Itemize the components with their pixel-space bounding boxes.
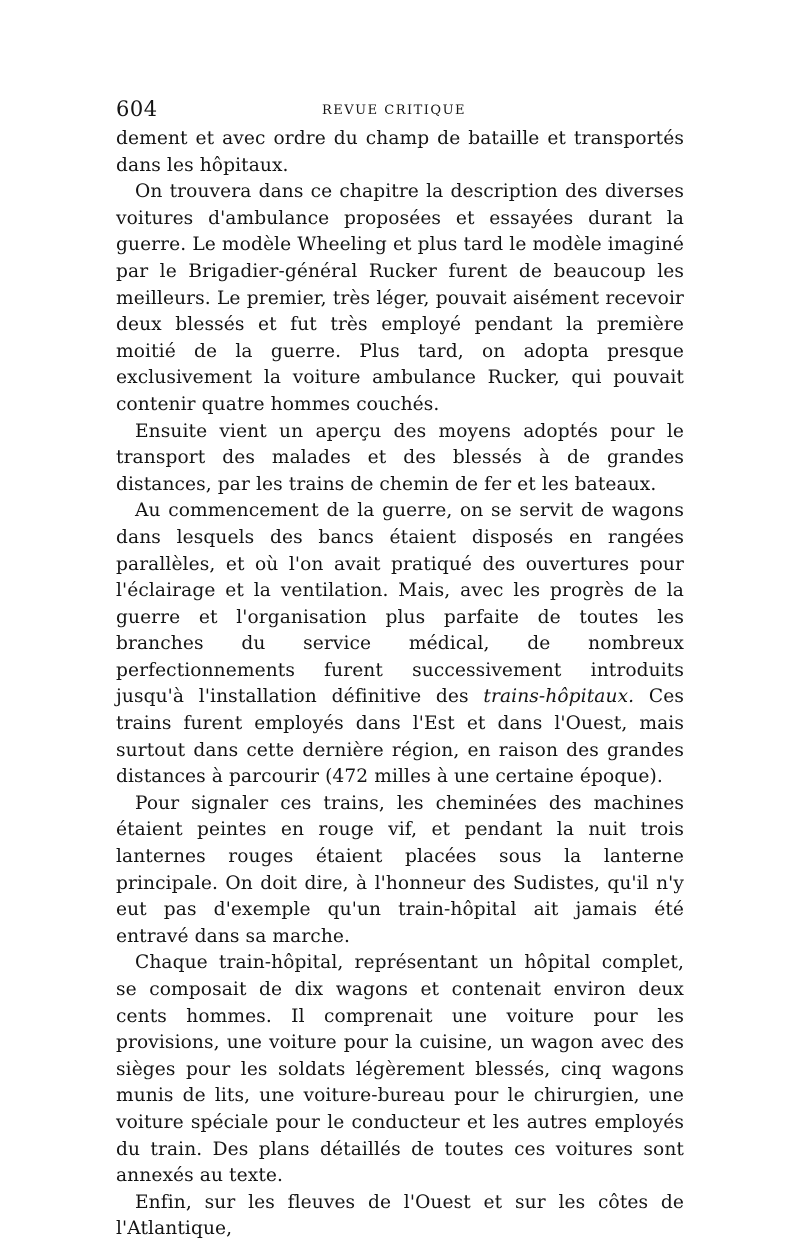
paragraph-transport-means: Ensuite vient un aperçu des moyens adoptés pour le transport des malades et des blessés à de grandes distances, par les trains de chemin de fer et les bateaux. — [116, 420, 684, 495]
paragraph-continuation: dement et avec ordre du champ de bataille et transportés dans les hôpitaux. — [116, 128, 684, 176]
paragraph-train-composition: Chaque train-hôpital, représentant un hôpital complet, se composait de dix wagons et contenait environ deux cents hommes. Il comprenait une voiture pour les provisions, une voiture pour la cuisine, un wagon avec des sièges pour les soldats légèrement blessés, cinq wagons munis de lits, une voiture-bureau pour le chirurgien, une voiture spéciale pour le conducteur et les autres employés du train. Des plans détaillés de toutes ces voitures sont annexés au texte. — [116, 952, 684, 1187]
italic-term: trains-hôpitaux. — [483, 686, 635, 708]
paragraph-ambulance-wagons: On trouvera dans ce chapitre la description des diverses voitures d'ambulance proposées et essayées durant la guerre. Le modèle Wheeling et plus tard le modèle imaginé par le Brigadier-général Rucker furent de beaucoup les meilleurs. Le premier, très léger, pouvait aisément recevoir deux blessés et fut très employé pendant la première moitié de la guerre. Plus tard, on adopta presque exclusivement la voiture ambulance Rucker, qui pouvait contenir quatre hommes couchés. — [116, 181, 684, 415]
page-header — [116, 97, 684, 127]
running-title: REVUE CRITIQUE — [322, 103, 467, 118]
paragraph-text-after: Ces trains furent employés dans l'Est et dans l'Ouest, mais surtout dans cette dernière région, en raison des grandes distances à parcourir (472 milles à une certaine époque). — [116, 686, 684, 788]
paragraph-rivers-coasts: Enfin, sur les fleuves de l'Ouest et sur les côtes de l'Atlantique, — [116, 1191, 684, 1240]
paragraph-text-before: Au commencement de la guerre, on se servit de wagons dans lesquels des bancs étaient disposés en rangées parallèles, et où l'on avait pratiqué des ouvertures pour l'éclairage et la ventilation. Mais, avec les progrès de la guerre et l'organisation plus parfaite de toutes les branches du service médical, de nombreux perfectionnements furent successivement introduits jusqu'à l'installation définitive des — [116, 500, 684, 708]
paragraph-train-signals: Pour signaler ces trains, les cheminées des machines étaient peintes en rouge vif, et pendant la nuit trois lanternes rouges étaient placées sous la lanterne principale. On doit dire, à l'honneur des Sudistes, qu'il n'y eut pas d'exemple qu'un train-hôpital ait jamais été entravé dans sa marche. — [116, 792, 684, 947]
page-number: 604 — [116, 97, 158, 121]
body-text — [116, 126, 684, 1243]
paragraph-hospital-trains — [116, 498, 684, 791]
